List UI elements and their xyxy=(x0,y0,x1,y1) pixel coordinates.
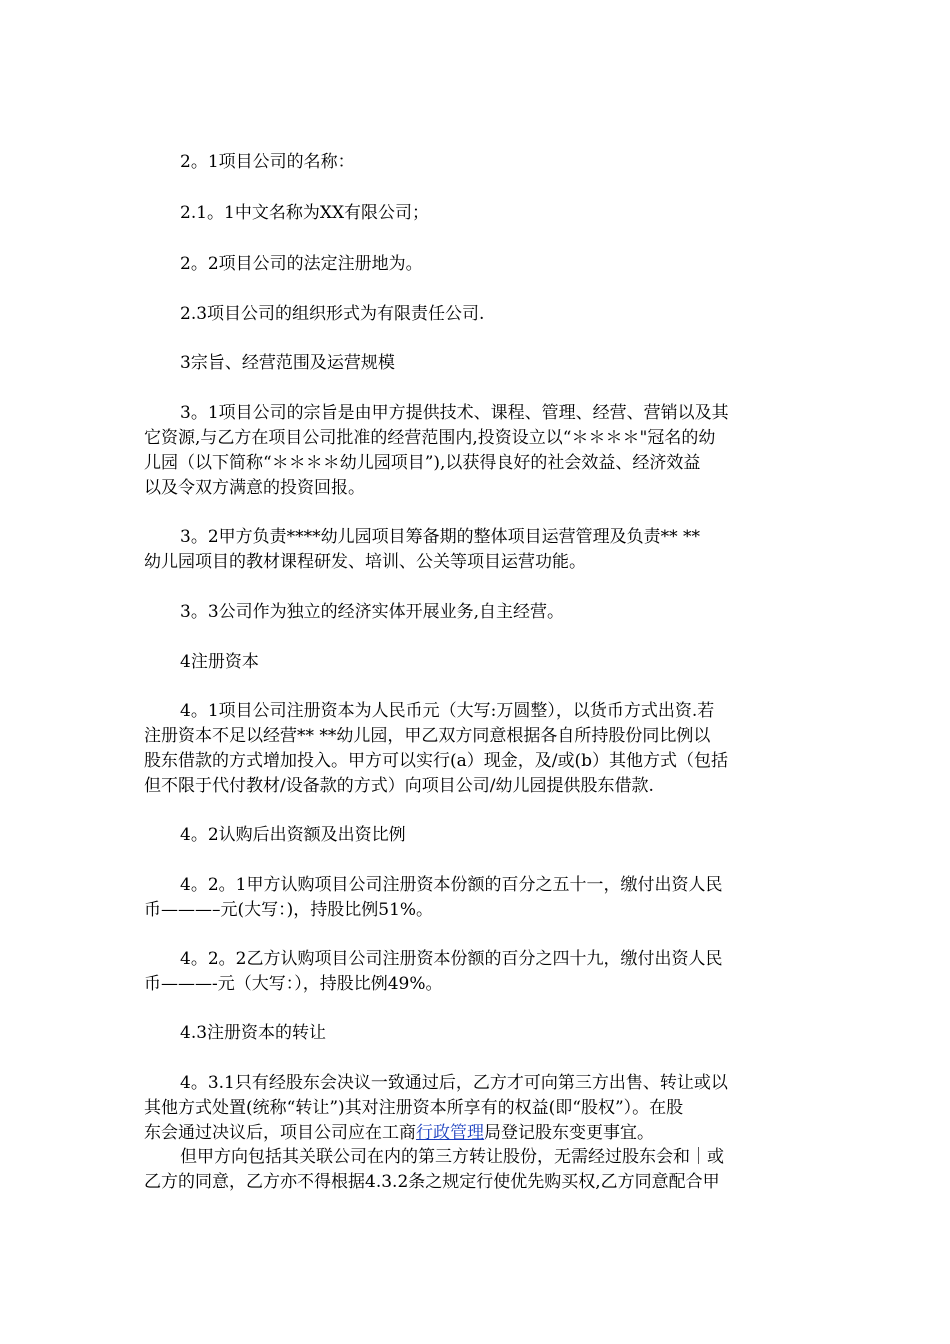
clause-2-3: 2.3项目公司的组织形式为有限责任公司. xyxy=(180,304,485,324)
clause-4-3-1: 4。3.1只有经股东会决议一致通过后，乙方才可向第三方出售、转让或以 其他方式处置(统称“转让”)其对注册资本所享有的权益(即“股权”）。在股 东会通过决议后，项目公司应在工商行政管理局登记股东变更事宜。 xyxy=(144,1071,806,1146)
administration-link[interactable]: 行政管理 xyxy=(416,1123,484,1143)
clause-4-2-1: 4。2。1甲方认购项目公司注册资本份额的百分之五十一，缴付出资人民 币———–元(大写：)，持股比例51%。 xyxy=(144,875,723,920)
heading-2-1: 2。1项目公司的名称： xyxy=(180,152,355,172)
section-4-heading: 4注册资本 xyxy=(180,652,259,672)
clause-4-2-heading: 4。2认购后出资额及出资比例 xyxy=(180,825,406,845)
clause-3-2: 3。2甲方负责****幼儿园项目筹备期的整体项目运营管理及负责** ** 幼儿园项目的教材课程研发、培训、公关等项目运营功能。 xyxy=(144,527,701,572)
clause-3-1: 3。1项目公司的宗旨是由甲方提供技术、课程、管理、经营、营销以及其 它资源,与乙方在项目公司批准的经营范围内,投资设立以“＊＊＊＊"冠名的幼 儿园（以下简称“＊＊＊＊幼儿园项目”),以获得良好的社会效益、经济效益 以及令双方满意的投资回报。 xyxy=(144,403,729,498)
clause-4-1: 4。1项目公司注册资本为人民币元（大写:万圆整），以货币方式出资.若 注册资本不足以经营** **幼儿园，甲乙双方同意根据各自所持股份同比例以 股东借款的方式增加投入。甲方可以实行(a）现金，及/或(b）其他方式（包括 但不限于代付教材/设备款的方式）向项目公司/幼儿园提供股东借款. xyxy=(144,701,729,796)
clause-transfer-exception: 但甲方向包括其关联公司在内的第三方转让股份，无需经过股东会和｜或 乙方的同意，乙方亦不得根据4.3.2条之规定行使优先购买权,乙方同意配合甲 xyxy=(144,1147,724,1192)
section-3-heading: 3宗旨、经营范围及运营规模 xyxy=(180,353,395,373)
clause-4-2-2: 4。2。2乙方认购项目公司注册资本份额的百分之四十九，缴付出资人民 币———-元（大写：），持股比例49%。 xyxy=(144,949,723,994)
clause-4-3-1-last-line: 东会通过决议后，项目公司应在工商行政管理局登记股东变更事宜。 xyxy=(144,1123,654,1143)
clause-2-1-1: 2.1。1中文名称为XX有限公司； xyxy=(180,203,430,223)
clause-3-3: 3。3公司作为独立的经济实体开展业务,自主经营。 xyxy=(180,602,565,622)
clause-4-3-heading: 4.3注册资本的转让 xyxy=(180,1023,327,1043)
clause-2-2: 2。2项目公司的法定注册地为。 xyxy=(180,254,423,274)
